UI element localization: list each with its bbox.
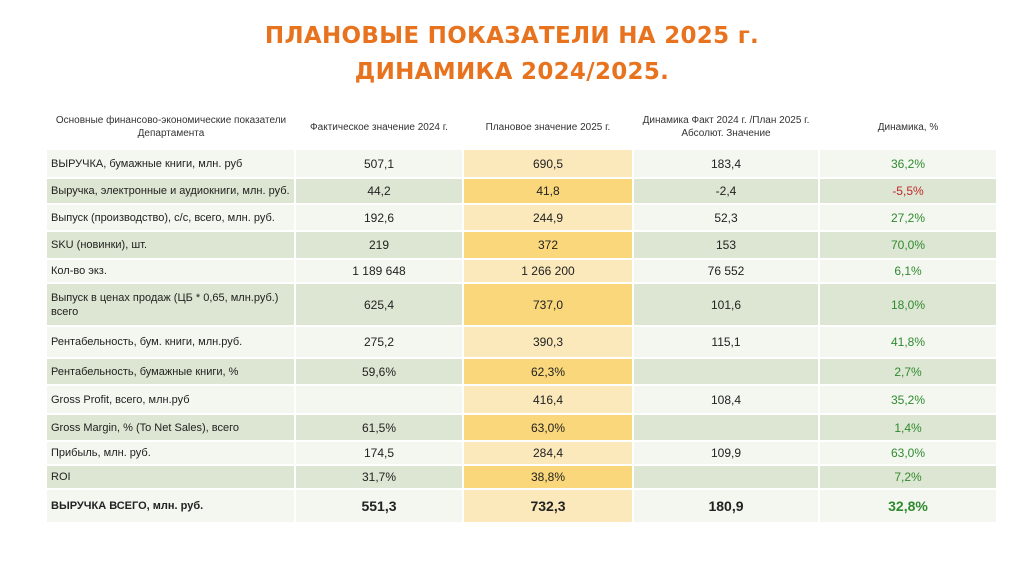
indicator-cell: ВЫРУЧКА, бумажные книги, млн. руб bbox=[47, 150, 295, 178]
pct-change-cell: 18,0% bbox=[819, 283, 997, 326]
abs-change-cell: 109,9 bbox=[633, 441, 819, 465]
indicator-cell: Кол-во экз. bbox=[47, 259, 295, 283]
abs-change-cell: -2,4 bbox=[633, 178, 819, 204]
column-header-fact-2024: Фактическое значение 2024 г. bbox=[295, 104, 463, 150]
fact-2024-cell: 59,6% bbox=[295, 358, 463, 385]
table-header-row bbox=[47, 104, 997, 150]
indicator-cell: SKU (новинки), шт. bbox=[47, 231, 295, 259]
plan-2025-cell: 244,9 bbox=[463, 204, 633, 231]
indicator-cell: Выпуск в ценах продаж (ЦБ * 0,65, млн.руб.) всего bbox=[47, 283, 295, 326]
table-row bbox=[47, 178, 997, 204]
column-header-abs-change: Динамика Факт 2024 г. /План 2025 г. Абсолют. Значение bbox=[633, 104, 819, 150]
plan-2025-cell: 284,4 bbox=[463, 441, 633, 465]
column-header-pct-change: Динамика, % bbox=[819, 104, 997, 150]
pct-change-cell: 7,2% bbox=[819, 465, 997, 489]
title-line-1: ПЛАНОВЫЕ ПОКАЗАТЕЛИ НА 2025 г. bbox=[264, 23, 760, 49]
plan-2025-cell: 690,5 bbox=[463, 150, 633, 178]
fact-2024-cell: 551,3 bbox=[295, 489, 463, 523]
pct-change-cell: 35,2% bbox=[819, 385, 997, 414]
abs-change-cell bbox=[633, 414, 819, 441]
pct-change-cell: 32,8% bbox=[819, 489, 997, 523]
fact-2024-cell: 507,1 bbox=[295, 150, 463, 178]
abs-change-cell: 180,9 bbox=[633, 489, 819, 523]
abs-change-cell: 108,4 bbox=[633, 385, 819, 414]
table-body bbox=[47, 150, 997, 523]
abs-change-cell bbox=[633, 358, 819, 385]
indicator-cell: Gross Profit, всего, млн.руб bbox=[47, 385, 295, 414]
fact-2024-cell bbox=[295, 385, 463, 414]
indicator-cell: Выручка, электронные и аудиокниги, млн. руб. bbox=[47, 178, 295, 204]
abs-change-cell bbox=[633, 465, 819, 489]
pct-change-cell: 36,2% bbox=[819, 150, 997, 178]
table-row bbox=[47, 150, 997, 178]
table-row-total bbox=[47, 489, 997, 523]
indicator-cell: Gross Margin, % (To Net Sales), всего bbox=[47, 414, 295, 441]
plan-2025-cell: 732,3 bbox=[463, 489, 633, 523]
abs-change-cell: 52,3 bbox=[633, 204, 819, 231]
pct-change-cell: 27,2% bbox=[819, 204, 997, 231]
plan-2025-cell: 372 bbox=[463, 231, 633, 259]
kpi-table bbox=[47, 104, 998, 524]
column-header-plan-2025: Плановое значение 2025 г. bbox=[463, 104, 633, 150]
title-line-2: ДИНАМИКА 2024/2025. bbox=[354, 59, 670, 85]
plan-2025-cell: 38,8% bbox=[463, 465, 633, 489]
table-row bbox=[47, 283, 997, 326]
indicator-cell: ВЫРУЧКА ВСЕГО, млн. руб. bbox=[47, 489, 295, 523]
indicator-cell: Выпуск (производство), с/с, всего, млн. руб. bbox=[47, 204, 295, 231]
table-row bbox=[47, 259, 997, 283]
table-row bbox=[47, 326, 997, 358]
table-row bbox=[47, 204, 997, 231]
abs-change-cell: 101,6 bbox=[633, 283, 819, 326]
abs-change-cell: 76 552 bbox=[633, 259, 819, 283]
plan-2025-cell: 1 266 200 bbox=[463, 259, 633, 283]
table-row bbox=[47, 465, 997, 489]
fact-2024-cell: 219 bbox=[295, 231, 463, 259]
indicator-cell: Рентабельность, бум. книги, млн.руб. bbox=[47, 326, 295, 358]
indicator-cell: ROI bbox=[47, 465, 295, 489]
fact-2024-cell: 275,2 bbox=[295, 326, 463, 358]
abs-change-cell: 183,4 bbox=[633, 150, 819, 178]
plan-2025-cell: 63,0% bbox=[463, 414, 633, 441]
table-row bbox=[47, 441, 997, 465]
fact-2024-cell: 192,6 bbox=[295, 204, 463, 231]
page-title bbox=[0, 18, 1024, 90]
pct-change-cell: 6,1% bbox=[819, 259, 997, 283]
fact-2024-cell: 625,4 bbox=[295, 283, 463, 326]
plan-2025-cell: 737,0 bbox=[463, 283, 633, 326]
indicator-cell: Рентабельность, бумажные книги, % bbox=[47, 358, 295, 385]
table-row bbox=[47, 385, 997, 414]
table-row bbox=[47, 358, 997, 385]
plan-2025-cell: 390,3 bbox=[463, 326, 633, 358]
plan-2025-cell: 416,4 bbox=[463, 385, 633, 414]
fact-2024-cell: 31,7% bbox=[295, 465, 463, 489]
abs-change-cell: 115,1 bbox=[633, 326, 819, 358]
column-header-indicator: Основные финансово-экономические показатели Департамента bbox=[47, 104, 295, 150]
fact-2024-cell: 174,5 bbox=[295, 441, 463, 465]
abs-change-cell: 153 bbox=[633, 231, 819, 259]
pct-change-cell: 2,7% bbox=[819, 358, 997, 385]
pct-change-cell: 70,0% bbox=[819, 231, 997, 259]
fact-2024-cell: 61,5% bbox=[295, 414, 463, 441]
table-row bbox=[47, 414, 997, 441]
pct-change-cell: 63,0% bbox=[819, 441, 997, 465]
pct-change-cell: -5,5% bbox=[819, 178, 997, 204]
pct-change-cell: 1,4% bbox=[819, 414, 997, 441]
fact-2024-cell: 44,2 bbox=[295, 178, 463, 204]
table-row bbox=[47, 231, 997, 259]
fact-2024-cell: 1 189 648 bbox=[295, 259, 463, 283]
plan-2025-cell: 41,8 bbox=[463, 178, 633, 204]
indicator-cell: Прибыль, млн. руб. bbox=[47, 441, 295, 465]
pct-change-cell: 41,8% bbox=[819, 326, 997, 358]
plan-2025-cell: 62,3% bbox=[463, 358, 633, 385]
